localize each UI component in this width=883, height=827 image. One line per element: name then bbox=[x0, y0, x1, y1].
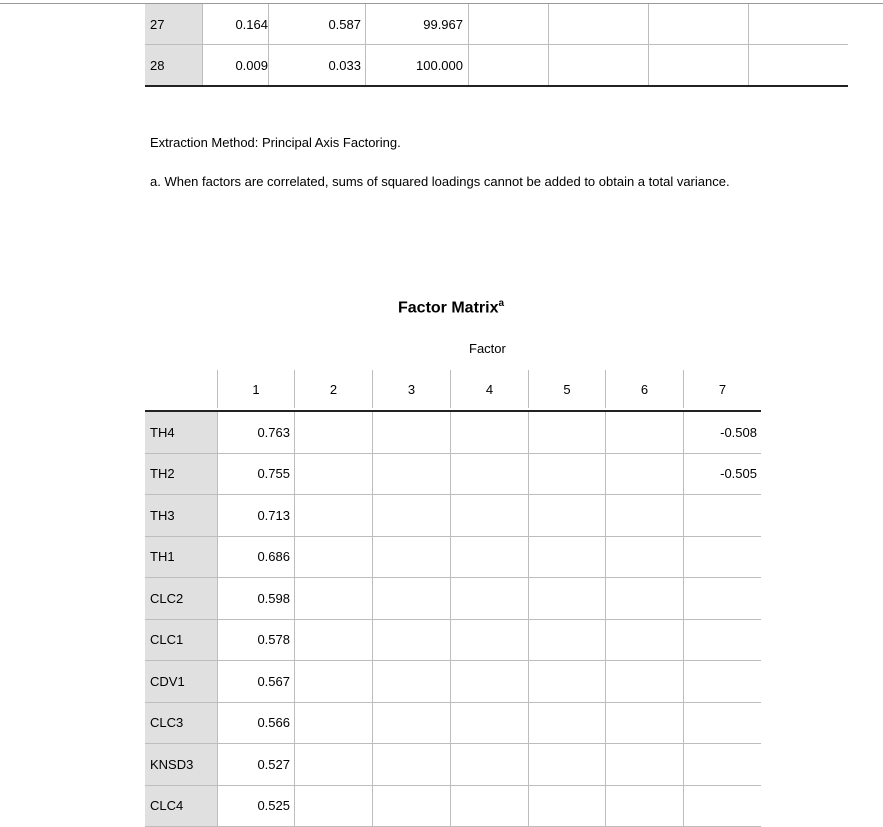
column-header: 7 bbox=[683, 370, 761, 408]
table-cell bbox=[450, 412, 528, 453]
table-cell bbox=[528, 661, 605, 702]
table-cell bbox=[683, 495, 761, 536]
table-cell bbox=[450, 661, 528, 702]
table-cell bbox=[450, 620, 528, 661]
table-cell: 0.164 bbox=[202, 4, 268, 44]
table-cell: 0.587 bbox=[268, 4, 365, 44]
table-cell bbox=[372, 578, 450, 619]
table-cell bbox=[528, 537, 605, 578]
table-cell bbox=[294, 703, 372, 744]
column-header: 2 bbox=[294, 370, 372, 408]
table-row bbox=[145, 786, 761, 827]
table-cell bbox=[683, 703, 761, 744]
table-cell: -0.505 bbox=[683, 454, 761, 495]
table-cell bbox=[605, 703, 683, 744]
table-row bbox=[145, 620, 761, 662]
table-cell bbox=[372, 703, 450, 744]
table-cell bbox=[372, 454, 450, 495]
table-cell-empty bbox=[468, 4, 548, 44]
table-cell bbox=[605, 578, 683, 619]
column-header: 6 bbox=[605, 370, 683, 408]
table-cell-empty bbox=[648, 45, 748, 85]
table-cell: 0.713 bbox=[217, 495, 294, 536]
table-cell bbox=[372, 495, 450, 536]
table-cell: 99.967 bbox=[365, 4, 465, 44]
table-row bbox=[145, 454, 761, 496]
table-cell bbox=[683, 744, 761, 785]
table-cell bbox=[605, 454, 683, 495]
table-cell: 0.527 bbox=[217, 744, 294, 785]
table-row bbox=[145, 578, 761, 620]
table-cell bbox=[605, 620, 683, 661]
table-cell bbox=[605, 661, 683, 702]
table-cell bbox=[450, 786, 528, 827]
table-cell: 0.567 bbox=[217, 661, 294, 702]
footnote-a: a. When factors are correlated, sums of squared loadings cannot be added to obtain a total variance. bbox=[150, 174, 730, 189]
table-cell bbox=[294, 744, 372, 785]
factor-matrix-title bbox=[398, 298, 504, 317]
table-cell bbox=[294, 454, 372, 495]
table-cell: 0.033 bbox=[268, 45, 365, 85]
table-cell: 0.578 bbox=[217, 620, 294, 661]
table-cell bbox=[528, 786, 605, 827]
table-cell: 0.566 bbox=[217, 703, 294, 744]
row-label: CLC1 bbox=[145, 620, 217, 661]
table-cell bbox=[528, 412, 605, 453]
table-cell bbox=[450, 744, 528, 785]
table-cell bbox=[294, 661, 372, 702]
table-cell bbox=[528, 578, 605, 619]
table-row bbox=[145, 744, 761, 786]
column-header: 5 bbox=[528, 370, 605, 408]
table-cell bbox=[450, 454, 528, 495]
row-label: KNSD3 bbox=[145, 744, 217, 785]
table-cell bbox=[372, 620, 450, 661]
table-row bbox=[145, 661, 761, 703]
table-cell bbox=[605, 537, 683, 578]
table-cell: 0.525 bbox=[217, 786, 294, 827]
table-cell bbox=[528, 620, 605, 661]
table-row bbox=[145, 703, 761, 745]
table-cell bbox=[605, 495, 683, 536]
table-cell bbox=[450, 703, 528, 744]
table-cell: 0.763 bbox=[217, 412, 294, 453]
row-label: CLC4 bbox=[145, 786, 217, 827]
row-label: TH1 bbox=[145, 537, 217, 578]
table-cell bbox=[294, 578, 372, 619]
column-header: 4 bbox=[450, 370, 528, 408]
table-row bbox=[145, 537, 761, 579]
table-cell bbox=[372, 744, 450, 785]
table-cell: 0.755 bbox=[217, 454, 294, 495]
table-cell-empty bbox=[748, 4, 848, 44]
table-cell bbox=[528, 495, 605, 536]
table-cell bbox=[683, 661, 761, 702]
table-cell bbox=[294, 412, 372, 453]
table-cell bbox=[372, 786, 450, 827]
table-cell-empty bbox=[468, 45, 548, 85]
table-cell bbox=[605, 744, 683, 785]
table-cell bbox=[528, 454, 605, 495]
row-label: TH2 bbox=[145, 454, 217, 495]
row-label: 28 bbox=[145, 45, 202, 85]
table-cell bbox=[683, 537, 761, 578]
table-cell bbox=[372, 661, 450, 702]
table-cell bbox=[683, 620, 761, 661]
row-label: CLC3 bbox=[145, 703, 217, 744]
table-cell: 0.598 bbox=[217, 578, 294, 619]
table-cell bbox=[528, 744, 605, 785]
table-cell bbox=[683, 578, 761, 619]
table-cell-empty bbox=[548, 45, 648, 85]
footnote-marker: a bbox=[498, 298, 504, 309]
table-cell bbox=[605, 786, 683, 827]
column-header: 1 bbox=[217, 370, 294, 408]
column-header: 3 bbox=[372, 370, 450, 408]
table-row bbox=[145, 4, 848, 45]
table-row bbox=[145, 45, 848, 87]
table-cell: 0.009 bbox=[202, 45, 268, 85]
table-cell bbox=[372, 537, 450, 578]
table-cell: 100.000 bbox=[365, 45, 465, 85]
table-cell bbox=[294, 620, 372, 661]
table-row bbox=[145, 495, 761, 537]
table-cell: 0.686 bbox=[217, 537, 294, 578]
factor-matrix-title-text: Factor Matrix bbox=[398, 299, 498, 316]
total-variance-table bbox=[145, 4, 848, 87]
row-label: TH4 bbox=[145, 412, 217, 453]
extraction-method-note: Extraction Method: Principal Axis Factoring. bbox=[150, 135, 401, 150]
table-cell-empty bbox=[648, 4, 748, 44]
table-cell-empty bbox=[548, 4, 648, 44]
table-cell bbox=[683, 786, 761, 827]
table-cell bbox=[450, 495, 528, 536]
row-label: CLC2 bbox=[145, 578, 217, 619]
table-cell-empty bbox=[748, 45, 848, 85]
table-cell bbox=[294, 495, 372, 536]
table-row bbox=[145, 412, 761, 454]
table-cell bbox=[605, 412, 683, 453]
factor-header: Factor bbox=[469, 341, 506, 356]
table-cell bbox=[450, 578, 528, 619]
table-cell bbox=[450, 537, 528, 578]
table-cell bbox=[528, 703, 605, 744]
row-label: TH3 bbox=[145, 495, 217, 536]
table-cell bbox=[372, 412, 450, 453]
table-cell bbox=[294, 786, 372, 827]
table-cell: -0.508 bbox=[683, 412, 761, 453]
row-label: CDV1 bbox=[145, 661, 217, 702]
row-label: 27 bbox=[145, 4, 202, 44]
table-cell bbox=[294, 537, 372, 578]
factor-matrix-table bbox=[145, 412, 761, 827]
column-header-row bbox=[145, 370, 761, 412]
